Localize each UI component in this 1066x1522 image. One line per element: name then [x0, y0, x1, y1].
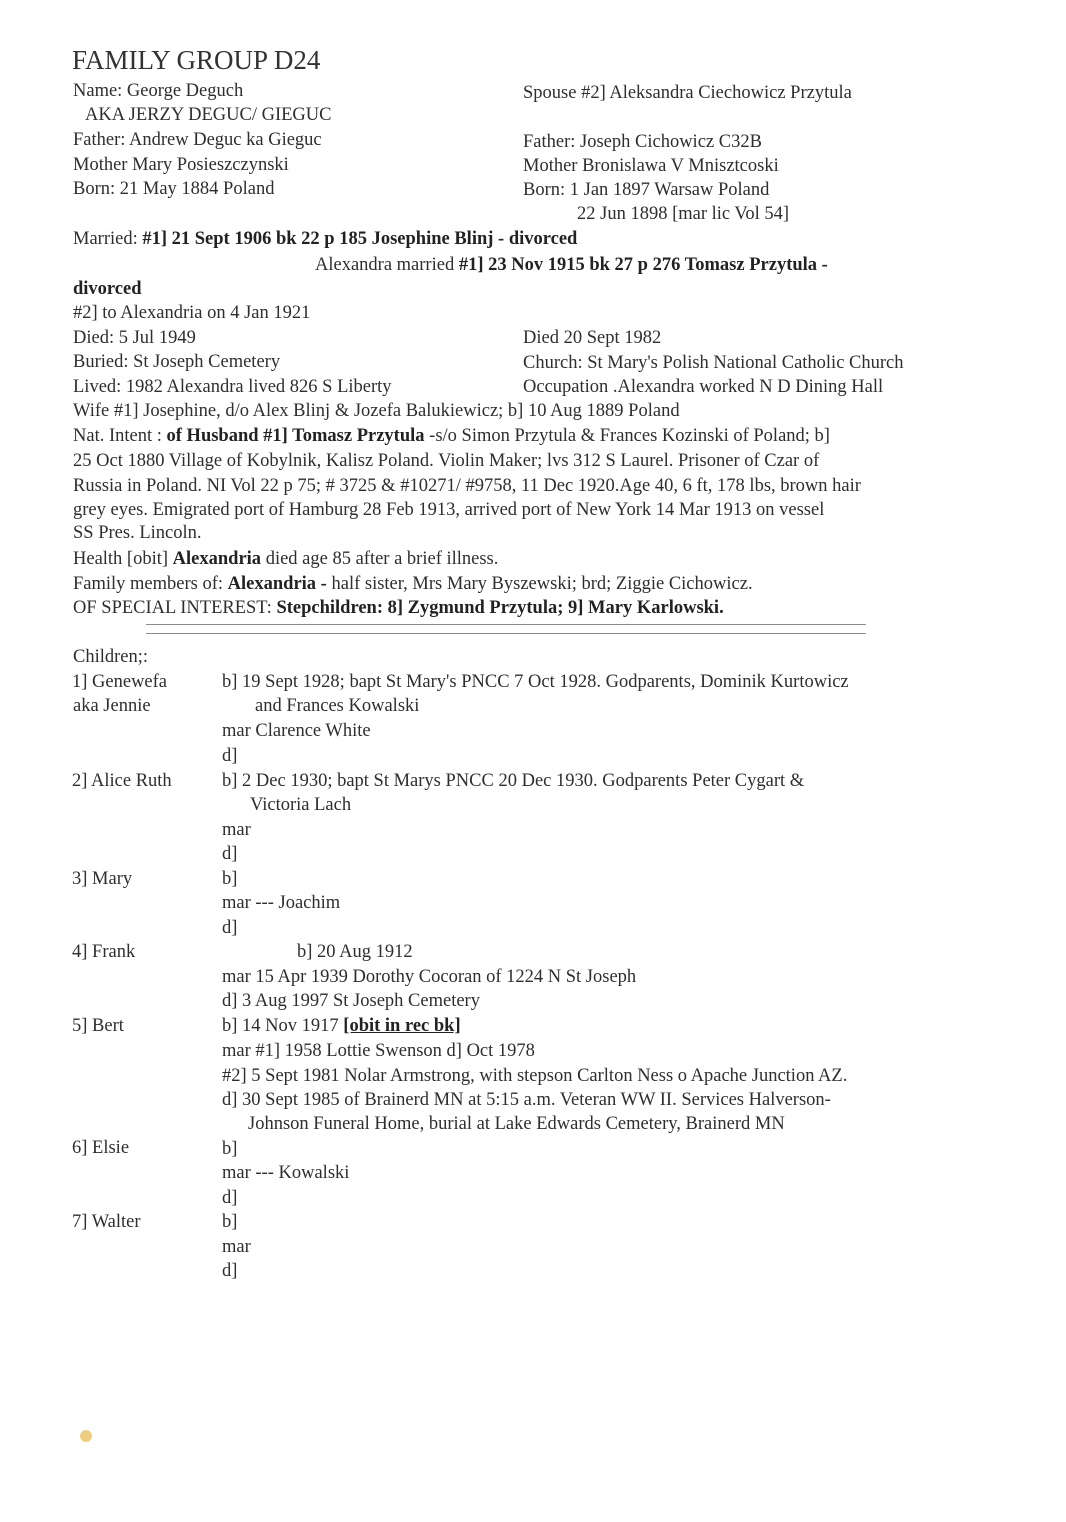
child-6-married: mar --- Kowalski [222, 1163, 350, 1183]
child-5-obit-note: [obit in rec bk] [343, 1016, 461, 1036]
child-4-died: d] 3 Aug 1997 St Joseph Cemetery [222, 991, 480, 1011]
child-6-born: b] [222, 1139, 238, 1159]
child-3-married: mar --- Joachim [222, 893, 341, 913]
child-1-married: mar Clarence White [222, 721, 371, 741]
child-5-born-line [222, 1014, 461, 1038]
husband-aka: AKA JERZY DEGUC/ GIEGUC [85, 105, 332, 125]
occupation: Occupation .Alexandra worked N D Dining Hall [523, 377, 884, 397]
child-7-born: b] [222, 1212, 238, 1232]
alexandra-married-first: #1] 23 Nov 1915 bk 27 p 276 Tomasz Przytula - [458, 255, 828, 275]
spouse-mother: Mother Bronislawa V Mnisztcoski [523, 156, 779, 176]
child-5-born: b] 14 Nov 1917 [222, 1016, 344, 1036]
married-label: Married: [73, 229, 143, 249]
double-rule-divider [146, 624, 866, 634]
child-7-married: mar [222, 1237, 251, 1257]
child-4-born: b] 20 Aug 1912 [297, 942, 413, 962]
child-1-died: d] [222, 746, 238, 766]
child-5-name: 5] Bert [72, 1016, 124, 1036]
health-rest: died age 85 after a brief illness. [261, 549, 499, 569]
spouse-died: Died 20 Sept 1982 [523, 328, 662, 348]
nat-intent-line4: grey eyes. Emigrated port of Hamburg 28 Feb 1913, arrived port of New York 14 Mar 1913 on vessel [73, 500, 825, 520]
nat-intent-prefix: Nat. Intent : [73, 426, 167, 446]
child-2-married: mar [222, 820, 251, 840]
spouse-born: Born: 1 Jan 1897 Warsaw Poland [523, 180, 770, 200]
married-first: #1] 21 Sept 1906 bk 22 p 185 Josephine Blinj - divorced [142, 229, 578, 249]
husband-name: Name: George Deguch [73, 81, 244, 101]
child-4-name: 4] Frank [72, 942, 136, 962]
nat-intent-line2: 25 Oct 1880 Village of Kobylnik, Kalisz Poland. Violin Maker; lvs 312 S Laurel. Prisoner of Czar of [73, 451, 820, 471]
married-second: #2] to Alexandria on 4 Jan 1921 [73, 303, 311, 323]
husband-born: Born: 21 May 1884 Poland [73, 179, 275, 199]
child-3-died: d] [222, 918, 238, 938]
family-members-prefix: Family members of: [73, 574, 228, 594]
child-5-married: mar #1] 1958 Lottie Swenson d] Oct 1978 [222, 1041, 535, 1061]
church: Church: St Mary's Polish National Catholic Church [523, 353, 904, 373]
special-interest-line [73, 596, 724, 620]
spouse-father: Father: Joseph Cichowicz C32B [523, 132, 762, 152]
husband-mother: Mother Mary Posieszczynski [73, 155, 289, 175]
child-2-born-cont: Victoria Lach [250, 795, 352, 815]
child-5-died-cont: Johnson Funeral Home, burial at Lake Edwards Cemetery, Brainerd MN [248, 1114, 785, 1134]
child-1-aka: aka Jennie [73, 696, 151, 716]
spouse-born-alt: 22 Jun 1898 [mar lic Vol 54] [577, 204, 790, 224]
child-6-died: d] [222, 1188, 238, 1208]
family-members-name: Alexandria - [227, 574, 327, 594]
family-members-line [73, 572, 753, 596]
child-3-born: b] [222, 869, 238, 889]
child-2-name: 2] Alice Ruth [72, 771, 172, 791]
special-interest-stepchildren: Stepchildren: 8] Zygmund Przytula; 9] Mary Karlowski. [276, 598, 724, 618]
nat-intent-line3: Russia in Poland. NI Vol 22 p 75; # 3725 & #10271/ #9758, 11 Dec 1920.Age 40, 6 ft, 178 lbs, brown hair [73, 476, 861, 496]
child-4-married: mar 15 Apr 1939 Dorothy Cocoran of 1224 N St Joseph [222, 967, 637, 987]
wife-first: Wife #1] Josephine, d/o Alex Blinj & Jozefa Balukiewicz; b] 10 Aug 1889 Poland [73, 401, 680, 421]
paper-speck [80, 1430, 92, 1442]
alexandra-married-prefix: Alexandra married [315, 255, 459, 275]
married-line [73, 227, 577, 251]
children-label: Children;: [73, 647, 149, 667]
document-title: FAMILY GROUP D24 [72, 45, 321, 75]
buried: Buried: St Joseph Cemetery [73, 352, 281, 372]
child-3-name: 3] Mary [72, 869, 133, 889]
divorced-text: divorced [73, 279, 142, 299]
husband-died: Died: 5 Jul 1949 [73, 328, 196, 348]
special-interest-prefix: OF SPECIAL INTEREST: [73, 598, 277, 618]
child-2-died: d] [222, 844, 238, 864]
spouse-name: Spouse #2] Aleksandra Ciechowicz Przytula [523, 83, 852, 103]
nat-intent-rest: -s/o Simon Przytula & Frances Kozinski of Poland; b] [424, 426, 830, 446]
child-5-married-second: #2] 5 Sept 1981 Nolar Armstrong, with stepson Carlton Ness o Apache Junction AZ. [222, 1066, 848, 1086]
health-prefix: Health [obit] [73, 549, 173, 569]
child-6-name: 6] Elsie [72, 1138, 130, 1158]
child-2-born: b] 2 Dec 1930; bapt St Marys PNCC 20 Dec 1930. Godparents Peter Cygart & [222, 771, 805, 791]
alexandra-married-line [315, 253, 828, 277]
child-1-born: b] 19 Sept 1928; bapt St Mary's PNCC 7 Oct 1928. Godparents, Dominik Kurtowicz [222, 672, 849, 692]
nat-intent-line [73, 424, 830, 448]
health-name: Alexandria [172, 549, 262, 569]
nat-intent-line5: SS Pres. Lincoln. [73, 523, 202, 543]
lived: Lived: 1982 Alexandra lived 826 S Liberty [73, 377, 392, 397]
child-7-died: d] [222, 1261, 238, 1281]
child-1-born-cont: and Frances Kowalski [255, 696, 420, 716]
health-line [73, 547, 498, 571]
family-members-rest: half sister, Mrs Mary Byszewski; brd; Ziggie Cichowicz. [326, 574, 753, 594]
nat-intent-husband: of Husband #1] Tomasz Przytula [166, 426, 425, 446]
husband-father: Father: Andrew Deguc ka Gieguc [73, 130, 322, 150]
child-7-name: 7] Walter [72, 1212, 141, 1232]
child-5-died: d] 30 Sept 1985 of Brainerd MN at 5:15 a.m. Veteran WW II. Services Halverson- [222, 1090, 831, 1110]
child-1-name: 1] Genewefa [72, 672, 168, 692]
